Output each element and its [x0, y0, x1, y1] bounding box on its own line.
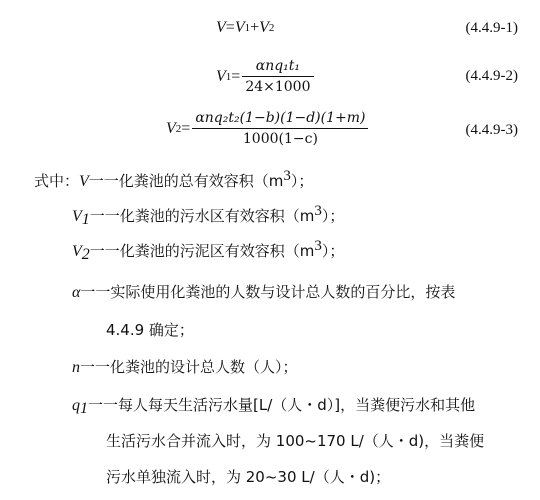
formula-v-total: V = V 1 + V 2: [216, 19, 275, 36]
equation-number: (4.4.9-1): [465, 20, 518, 36]
definition-text: 一一化粪池的设计总人数（人）；: [80, 358, 298, 376]
superscript-3: 3: [314, 203, 322, 219]
definition-tail: ）；: [321, 207, 345, 225]
definition-n: [72, 357, 298, 378]
symbol-v1: V: [72, 208, 82, 225]
definition-text: 4.4.9 确定；: [106, 321, 194, 339]
definition-q1-line2: [106, 431, 484, 451]
equation-4-4-9-3: [0, 108, 540, 154]
definition-text: 一一化粪池的总有效容积（m: [88, 172, 284, 190]
var-v1: V: [234, 19, 245, 36]
symbol-n: n: [72, 359, 80, 376]
definition-v: [34, 168, 314, 192]
superscript-3: 3: [283, 168, 291, 184]
fraction: [192, 110, 368, 147]
equation-4-4-9-2: [0, 56, 540, 100]
symbol-subscript: 1: [80, 400, 88, 417]
definition-text: 一一每人每天生活污水量[L/（人・d）]，当粪便污水和其他: [88, 396, 476, 414]
symbol-v: V: [79, 173, 89, 190]
numerator: αnq₂t₂(1−b)(1−d)(1+m): [195, 110, 366, 126]
symbol-subscript: 1: [81, 211, 90, 228]
var-v2: V: [259, 19, 269, 36]
equation-4-4-9-1: [0, 16, 540, 42]
symbol-subscript: 2: [81, 246, 90, 263]
formula-v2: V 2 = $\frac{\text{αnq₂t₂(1−b)(1−d)(1+m)}}{1000(1-c)}$: [166, 110, 368, 147]
definition-q1: [72, 395, 475, 416]
var-v2: V: [166, 119, 176, 137]
superscript-3: 3: [314, 238, 322, 254]
definition-text: 一一化粪池的污泥区有效容积（m: [89, 242, 315, 260]
intro-label: 式中：: [34, 172, 80, 190]
numerator: αnq₁t₁: [255, 58, 301, 74]
fraction: [242, 58, 313, 95]
definition-alpha-continued: [106, 320, 194, 340]
symbol-q1: q: [72, 397, 80, 414]
definition-tail: ）；: [290, 172, 314, 190]
definition-v1: [72, 203, 345, 228]
equation-number: (4.4.9-3): [465, 122, 518, 138]
definition-q1-line3: [106, 467, 390, 487]
denominator: 1000(1−c): [242, 131, 318, 147]
symbol-v2: V: [72, 243, 82, 260]
definition-text: 一一实际使用化粪池的人数与设计总人数的百分比，按表: [80, 283, 456, 301]
equals-sign: =: [181, 119, 191, 137]
equation-number: (4.4.9-2): [465, 68, 518, 84]
definition-text: 生活污水合并流入时，为 100~170 L/（人・d)，当粪便: [106, 432, 485, 450]
definition-text: 污水单独流入时，为 20~30 L/（人・d)；: [106, 468, 391, 486]
definition-v2: [72, 238, 345, 263]
formula-v1: V 1 = $\frac{\text{αnq₁t₁}}{24\times 1000}$: [216, 58, 314, 95]
definition-tail: ）；: [321, 242, 345, 260]
var-v: V: [216, 19, 226, 36]
var-v1: V: [216, 67, 226, 85]
equals-sign: =: [231, 67, 241, 85]
symbol-alpha: α: [72, 284, 81, 301]
plus-sign: +: [250, 19, 260, 36]
definition-alpha: [72, 282, 455, 303]
denominator: 24×1000: [245, 79, 311, 95]
equals-sign: =: [225, 19, 235, 36]
definition-text: 一一化粪池的污水区有效容积（m: [89, 207, 315, 225]
